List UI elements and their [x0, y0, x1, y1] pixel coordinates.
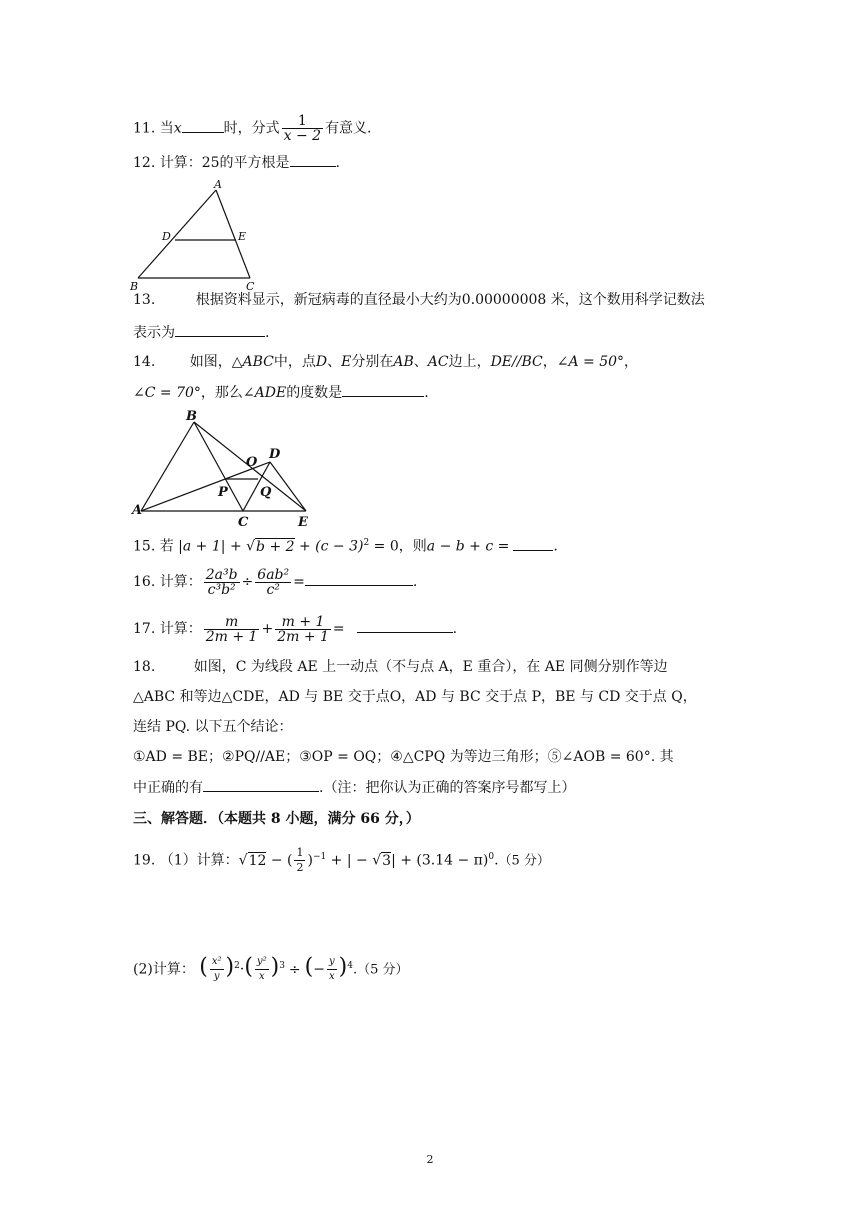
- q14-ab: AB: [393, 354, 414, 370]
- q19-t3: [327, 955, 337, 984]
- q19-sqrt12: 12: [248, 852, 267, 869]
- q19-t2-num: y²: [255, 955, 269, 970]
- q12-text: 计算：25的平方根是: [159, 155, 290, 171]
- question-18-line5: [133, 777, 575, 798]
- q14-angle-c: ∠C = 70°: [133, 385, 201, 401]
- q12-answer-blank: [290, 152, 336, 167]
- q14-text5: 边上，: [448, 354, 491, 370]
- q19-number: 19.: [133, 852, 156, 869]
- q14-text: 如图，△: [189, 354, 243, 370]
- fig1-label-e: E: [238, 230, 247, 243]
- q14-text8: ，那么: [200, 385, 243, 401]
- q15-sqrt: b + 2: [256, 538, 295, 555]
- q14-text6: ，: [542, 354, 557, 370]
- q12-period: .: [335, 155, 340, 171]
- q19-part1-exp0: 0: [488, 852, 495, 862]
- q14-angle-a: ∠A = 50°: [556, 354, 625, 370]
- figure-triangle-abc: [128, 178, 268, 292]
- section-3-title: 三、解答题．（本题共 8 小题，满分 66 分，）: [133, 811, 420, 827]
- page-number-value: 2: [426, 1153, 434, 1166]
- q18-line-5b: .（注：把你认为正确的答案序号都写上）: [319, 780, 576, 796]
- q15-square: 2: [363, 538, 370, 548]
- question-17: [133, 612, 457, 646]
- q17-text: 计算：: [159, 621, 202, 637]
- question-13-line2: [133, 322, 269, 343]
- q11-fraction: [282, 114, 323, 143]
- q19-half: [294, 846, 305, 875]
- q16-f1-num: 2a³b: [205, 566, 238, 583]
- fig2-label-c: C: [238, 515, 249, 528]
- fig1-label-a: A: [214, 178, 222, 191]
- question-16: [133, 565, 417, 599]
- q19-part2-score: .（5 分）: [352, 962, 409, 978]
- q19-part1-exp: −1: [312, 852, 327, 862]
- section-3-heading: [133, 809, 420, 829]
- fig2-label-a: A: [132, 503, 143, 518]
- q19-t3-num: y: [327, 955, 337, 970]
- q17-f2-num: m + 1: [275, 615, 331, 630]
- question-18-line4: [133, 747, 674, 767]
- q11-frac-num: 1: [282, 114, 323, 129]
- q19-t2: [255, 955, 269, 984]
- q19-t2-den: x: [258, 971, 265, 983]
- q14-period: .: [424, 385, 429, 401]
- q16-divide: ÷: [241, 574, 254, 590]
- q14-text9: 的度数是: [286, 385, 343, 401]
- q16-f2-num: 6ab²: [257, 566, 290, 583]
- q16-number: 16.: [133, 574, 156, 590]
- q16-answer-blank: [305, 571, 413, 586]
- q14-abc: ABC: [242, 354, 274, 370]
- question-18-line3: [133, 717, 293, 737]
- q14-ac: AC: [427, 354, 449, 370]
- q16-period: .: [412, 574, 418, 590]
- fig1-side-ab: [138, 190, 216, 278]
- q14-e: E: [341, 354, 352, 370]
- q19-sqrt3: 3: [382, 852, 392, 869]
- q14-text2: 中，点: [273, 354, 316, 370]
- q17-f2-den: 2m + 1: [277, 628, 329, 645]
- q11-frac-den: x − 2: [283, 128, 322, 144]
- q11-number: 11.: [133, 120, 156, 137]
- q13-answer-blank: [175, 322, 265, 337]
- q16-fraction-2: [255, 568, 291, 597]
- fig2-segment-ab: [141, 422, 194, 511]
- q14-de-bc: DE//BC: [490, 354, 543, 370]
- q19-part1-score: （5 分）: [498, 853, 550, 869]
- q14-text3: 分别在: [351, 354, 394, 370]
- q17-plus: +: [261, 621, 274, 637]
- q15-answer-blank: [513, 536, 553, 551]
- q19-part1-label: （1）计算：: [159, 852, 239, 869]
- q11-answer-blank: [182, 118, 224, 133]
- q19-half-num: 1: [296, 846, 304, 860]
- q18-line-1: 如图，C 为线段 AE 上一动点（不与点 A，E 重合），在 AE 同侧分别作等边: [193, 659, 668, 675]
- q14-answer-blank: [342, 382, 424, 397]
- question-13: [133, 290, 705, 310]
- q19-part1-abs: + | −: [326, 852, 373, 869]
- fig2-label-d: D: [269, 447, 281, 462]
- q14-sep: 、: [327, 354, 342, 370]
- q13-period: .: [265, 325, 270, 341]
- q16-f2-den: c²: [266, 581, 280, 598]
- fig2-label-q: Q: [260, 485, 272, 500]
- q19-t1-exp: 2: [234, 961, 240, 971]
- q19-part2-divide: ÷: [288, 961, 301, 978]
- q19-part1-minus: − (: [266, 852, 293, 869]
- q17-f1-num: m: [204, 615, 260, 630]
- page-number: [0, 1153, 860, 1166]
- q12-number: 12.: [133, 155, 156, 171]
- q19-t1-num: x²: [210, 955, 224, 970]
- q19-part2-label: (2)计算：: [133, 961, 195, 978]
- q14-angle-ade: ∠ADE: [242, 385, 287, 401]
- q18-line-3: 连结 PQ. 以下五个结论：: [133, 719, 293, 735]
- q18-answer-blank: [203, 777, 319, 792]
- q15-number: 15.: [133, 538, 156, 555]
- q11-text: 当: [159, 120, 174, 137]
- q11-variable: x: [173, 120, 182, 137]
- question-19-part-2: (2)计算： ( $\frac{\text{x²}}{y}$ )$^2$·( $\frac{\text{y²}}{x}$ )$^3$ ÷ (− $\frac{y}{x}$ )$^4$.（5 分）: [133, 954, 409, 983]
- q16-text: 计算：: [159, 574, 202, 590]
- q14-number: 14.: [133, 354, 156, 370]
- q17-equals: =: [332, 621, 345, 637]
- q17-answer-blank: [357, 618, 453, 633]
- q18-line-5a: 中正确的有: [133, 780, 203, 796]
- fig2-label-p: P: [218, 485, 228, 500]
- q17-f1-den: 2m + 1: [205, 628, 258, 645]
- q15-expr3: = 0，则: [369, 538, 427, 555]
- q13-text2: 表示为: [133, 325, 175, 341]
- q16-f1-den: c³b²: [207, 581, 236, 598]
- fig2-label-e: E: [298, 515, 308, 528]
- question-15: 15. 若 $|a + 1| + √b + 2 + (c - 3)^2 = 0$，则a − b + c = .: [133, 533, 558, 557]
- question-18-line2: [133, 687, 697, 707]
- q19-half-den: 2: [296, 861, 304, 875]
- q18-number: 18.: [133, 659, 156, 675]
- q14-d: D: [315, 354, 328, 370]
- q15-result: a − b + c =: [426, 538, 510, 555]
- fig1-label-b: B: [130, 280, 139, 292]
- q19-t1: [210, 955, 224, 984]
- q16-fraction-1: [204, 568, 240, 597]
- q17-fraction-1: [204, 615, 260, 644]
- q11-text2: 时，分式: [223, 120, 280, 137]
- q14-text4: 、: [413, 354, 428, 370]
- fig1-label-d: D: [162, 230, 171, 243]
- q15-expr2: + (c − 3): [294, 538, 364, 555]
- q13-text: 根据资料显示，新冠病毒的直径最小大约为0.00000008 米，这个数用科学记数法: [195, 292, 705, 308]
- q19-part1-period: .: [494, 852, 499, 869]
- question-14: [133, 352, 638, 372]
- q17-period: .: [452, 621, 458, 637]
- q14-text7: ，: [624, 354, 639, 370]
- question-12: [133, 152, 340, 173]
- q18-line-2: △ABC 和等边△CDE，AD 与 BE 交于点O，AD 与 BC 交于点 P，BE 与 CD 交于点 Q，: [133, 689, 697, 705]
- fig2-label-b: B: [186, 409, 197, 424]
- q11-text3: 有意义.: [325, 120, 372, 137]
- q16-equals: =: [293, 574, 305, 590]
- fig1-label-c: C: [246, 280, 255, 292]
- q17-number: 17.: [133, 621, 156, 637]
- q17-fraction-2: [275, 615, 331, 644]
- q19-t3-exp: 4: [347, 961, 353, 971]
- fig2-label-o: O: [246, 455, 258, 470]
- question-19-part-1: 19. （1）计算：√12 − ( $\frac{1}{2}$ )$^{-1}$ + | − $√3| + (3.14 - \pi)^0.(5$ 分）: [133, 846, 550, 875]
- q19-part1-paren: ): [307, 852, 313, 869]
- q18-line-4: ①AD = BE；②PQ//AE；③OP = OQ；④△CPQ 为等边三角形；⑤∠AOB = 60°. 其: [133, 749, 674, 765]
- q13-number: 13.: [133, 292, 156, 308]
- q19-part1-pi: | + (3.14 − π): [391, 852, 489, 869]
- question-14-line2: [133, 382, 429, 403]
- q19-t1-den: y: [213, 971, 220, 983]
- q19-t3-den: x: [328, 971, 335, 983]
- q15-period: .: [553, 538, 558, 555]
- q15-text: 若: [159, 538, 174, 555]
- q15-expr: |a + 1| +: [178, 538, 247, 555]
- question-18: [133, 657, 668, 677]
- q19-t2-exp: 3: [279, 961, 285, 971]
- question-11: [133, 114, 372, 143]
- figure-equilateral-triangles: [128, 404, 318, 528]
